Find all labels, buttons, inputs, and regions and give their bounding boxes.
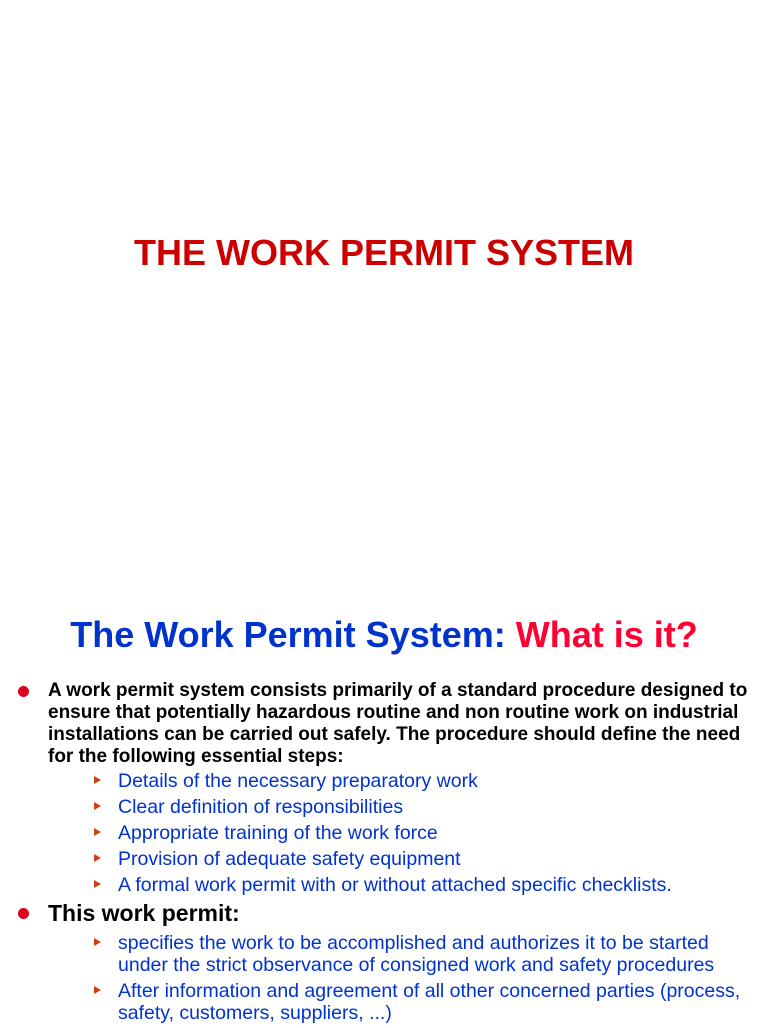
sub-item <box>94 796 748 818</box>
arrow-bullet-icon <box>94 776 108 784</box>
sub-item <box>94 848 748 870</box>
slide-heading <box>0 614 768 656</box>
sub-item <box>94 822 748 844</box>
sub-item <box>94 932 748 976</box>
sub-item <box>94 980 748 1024</box>
sub-item-text: A formal work permit with or without attached specific checklists. <box>118 874 672 896</box>
sub-item-text: Provision of adequate safety equipment <box>118 848 461 870</box>
sub-item-text: specifies the work to be accomplished and authorizes it to be started under the strict observance of consigned work and safety procedures <box>118 932 715 976</box>
bullet-item-1 <box>18 680 748 768</box>
arrow-bullet-icon <box>94 828 108 836</box>
arrow-bullet-icon <box>94 802 108 810</box>
sub-item <box>94 770 748 792</box>
bullet-list <box>18 680 748 1028</box>
bullet-item-2 <box>18 900 748 926</box>
arrow-bullet-icon <box>94 854 108 862</box>
sub-item <box>94 874 748 896</box>
slide-heading-accent: What is it? <box>515 614 698 655</box>
sub-list-1 <box>18 770 748 896</box>
bullet-dot-icon <box>18 686 29 697</box>
sub-item-text: After information and agreement of all other concerned parties (process, safety, customers, suppliers, ...) <box>118 980 741 1024</box>
bullet-text: This work permit: <box>48 900 240 926</box>
arrow-bullet-icon <box>94 880 108 888</box>
sub-list-2 <box>18 932 748 1024</box>
sub-item-text: Details of the necessary preparatory work <box>118 770 478 792</box>
arrow-bullet-icon <box>94 938 108 946</box>
slide-heading-main: The Work Permit System: <box>70 614 516 655</box>
sub-item-text: Appropriate training of the work force <box>118 822 438 844</box>
arrow-bullet-icon <box>94 986 108 994</box>
slide-title: THE WORK PERMIT SYSTEM <box>133 232 634 273</box>
sub-item-text: Clear definition of responsibilities <box>118 796 404 818</box>
bullet-dot-icon <box>18 908 29 919</box>
bullet-text: A work permit system consists primarily of a standard procedure designed to ensure that potentially hazardous routine and non routine work on industrial installations can be carried out safely. The procedure should define the need for the following essential steps: <box>48 680 748 767</box>
